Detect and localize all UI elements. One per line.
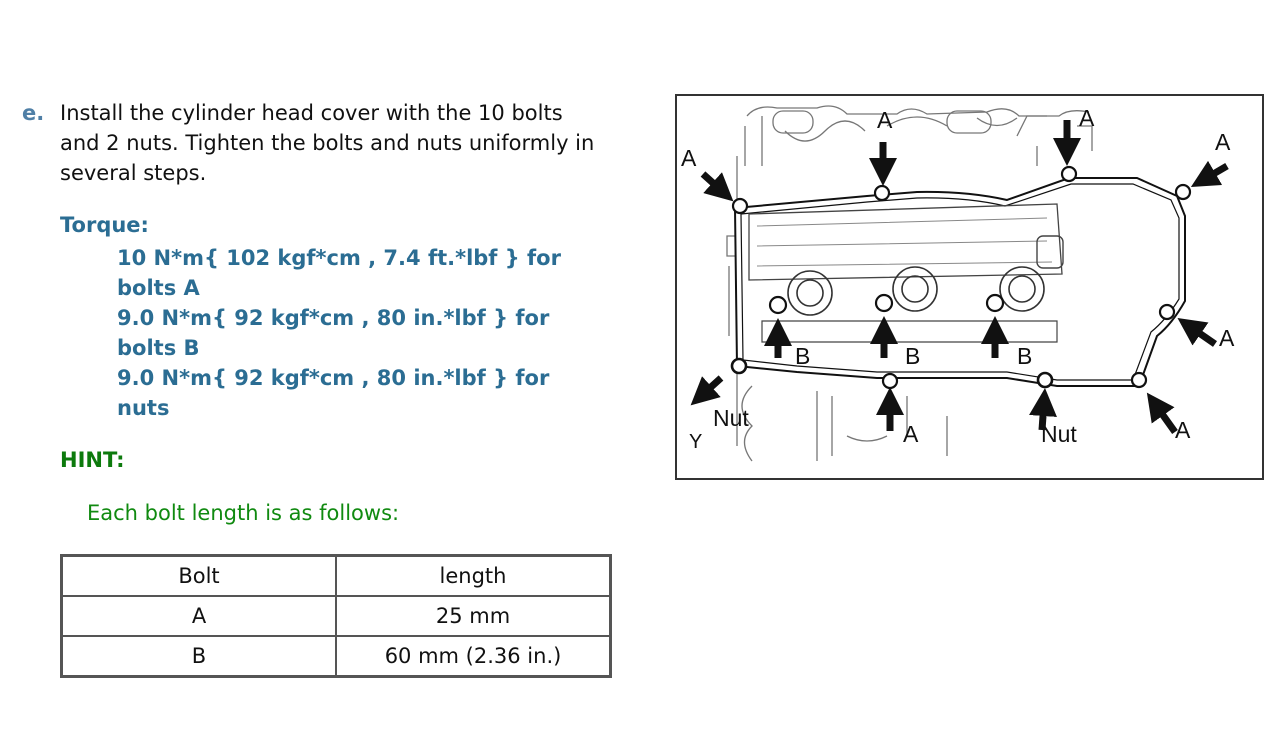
torque-label: Torque: [60,213,149,237]
table-row [62,596,610,636]
torque-spec-line: bolts B [117,336,200,360]
table-row [62,636,610,676]
label-bolt-b: B [1017,343,1033,369]
step-line: and 2 nuts. Tighten the bolts and nuts uniformly in [60,131,595,155]
table-header-row [62,556,610,596]
table-cell: A [62,596,336,636]
torque-spec-line: 9.0 N*m{ 92 kgf*cm , 80 in.*lbf } for [117,306,550,330]
step-marker: e. [22,101,45,125]
label-bolt-a: A [1079,105,1095,131]
table-header-cell: Bolt [62,556,336,596]
label-bolt-a: A [681,145,697,171]
figure-corner-id: Y [689,431,703,453]
torque-spec-bolts-a [117,243,637,303]
diagram-drawing [677,96,1262,478]
table-header-cell: length [336,556,610,596]
table-cell: 60 mm (2.36 in.) [336,636,610,676]
cylinder-head-cover-diagram [675,94,1264,480]
torque-spec-line: nuts [117,396,170,420]
label-bolt-a: A [1219,325,1235,351]
table-cell: B [62,636,336,676]
label-bolt-b: B [905,343,921,369]
hint-text: Each bolt length is as follows: [87,501,400,525]
hint-label: HINT: [60,448,125,472]
torque-spec-line: bolts A [117,276,200,300]
step-instruction [60,98,660,188]
label-bolt-a: A [877,107,893,133]
label-bolt-b: B [795,343,811,369]
torque-spec-line: 9.0 N*m{ 92 kgf*cm , 80 in.*lbf } for [117,366,550,390]
label-nut: Nut [1041,421,1077,447]
torque-spec-nuts [117,363,637,423]
step-line: several steps. [60,161,207,185]
label-nut: Nut [713,405,749,431]
torque-spec-line: 10 N*m{ 102 kgf*cm , 7.4 ft.*lbf } for [117,246,561,270]
table-cell: 25 mm [336,596,610,636]
label-bolt-a: A [1215,129,1231,155]
bolt-length-table [60,554,612,678]
label-bolt-a: A [903,421,919,447]
torque-spec-bolts-b [117,303,637,363]
step-line: Install the cylinder head cover with the 10 bolts [60,101,563,125]
label-bolt-a: A [1175,417,1191,443]
